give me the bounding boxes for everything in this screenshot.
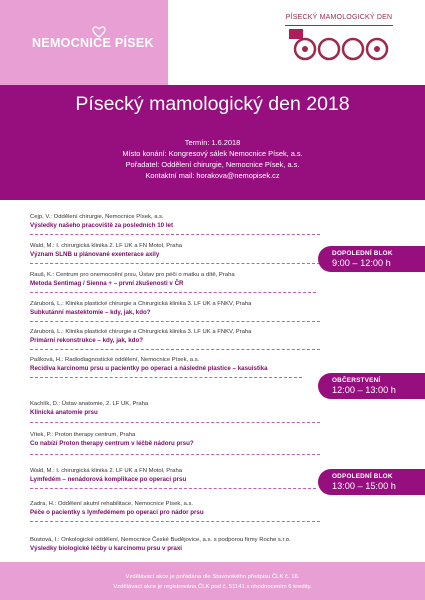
footer-text: [0, 572, 425, 592]
event-info: [0, 137, 425, 181]
block-morning: [318, 246, 425, 272]
program-item-title: Recidiva karcinomu prsu u pacientky po operaci a následné plastice – kasuistika: [30, 365, 268, 372]
program-list: [0, 200, 425, 562]
block-label: OBČERSTVENÍ: [332, 377, 381, 384]
program-item: [30, 536, 320, 553]
separator: [30, 488, 316, 489]
block-time: 9:00 – 12:00 h: [332, 258, 391, 268]
program-item-author: Záruborá, L.: Klinika plastické chirurgie a Chirurgická klinika 3. LF UK a FNKV, Praha: [30, 329, 252, 335]
program-item-author: Cejp, V.: Oddělení chirurgie, Nemocnice Písek, a.s.: [30, 214, 164, 220]
logo-nemocnice-pisek: NEMOCNICE PÍSEK: [32, 36, 154, 50]
block-label: ODPOLEDNÍ BLOK: [332, 473, 393, 480]
event-title: Písecký mamologický den 2018: [75, 93, 350, 115]
program-item: [30, 328, 320, 345]
logo-mamologicky-den-text: PÍSECKÝ MAMOLOGICKÝ DEN: [285, 14, 393, 21]
logo-circles-icon: [287, 29, 392, 63]
block-time: 12:00 – 13:00 h: [332, 385, 396, 395]
program-item-title: Metoda Sentimag / Sienna + – první zkušenosti v ČR: [30, 280, 184, 287]
program-item-author: Zadra, H.: Oddělení akutní rehabilitace, Nemocnice Písek, a.s.: [30, 501, 194, 507]
separator: [30, 321, 320, 322]
separator: [30, 521, 320, 522]
program-item-title: Klinická anatomie prsu: [30, 409, 98, 416]
program-item: [30, 300, 320, 317]
program-item-author: Záruborá, L.: Klinika plastické chirurgie a Chirurgická klinika 3. LF UK a FNKV, Praha: [30, 301, 252, 307]
separator: [30, 292, 316, 293]
program-item-title: Subkutánní mastektomie – kdy, jak, kdo?: [30, 309, 151, 316]
program-item-author: Kachlík, D.: Ústav anatomie, 2. LF UK, Praha: [30, 401, 149, 407]
logo-mark-icon: [92, 26, 106, 38]
separator: [30, 263, 320, 264]
program-item: [30, 500, 320, 517]
program-item-title: Lymfedém – nenádorová komplikace po operaci prsu: [30, 476, 187, 483]
block-afternoon: [318, 469, 425, 495]
event-venue: Místo konání: Kongresový sálek Nemocnice Písek, a.s.: [122, 149, 303, 158]
program-item: [30, 356, 320, 373]
separator: [30, 454, 320, 455]
block-label: DOPOLEDNÍ BLOK: [332, 250, 393, 257]
logo-divider: [285, 25, 393, 26]
separator: [30, 377, 302, 378]
program-item: [30, 242, 320, 259]
program-item: [30, 431, 320, 448]
program-item-author: Wald, M.: I. chirurgická klinika 2. LF UK a FN Motol, Praha: [30, 243, 183, 249]
logo-mamologicky-den: [279, 14, 399, 69]
program-item: [30, 467, 320, 484]
block-refreshment: [318, 373, 425, 399]
footer-line-2: Vzdělávací akce je registrována ČLK pod č. 51141 s ohodnocením 6 kredity.: [113, 584, 312, 590]
program-item-author: Vítek, P.: Proton therapy centrum, Praha: [30, 432, 136, 438]
program-item-title: Význam SLNB u plánované exenterace axily: [30, 251, 160, 258]
program-item-author: Wald, M.: I. chirurgická klinika 2. LF UK a FN Motol, Praha: [30, 468, 183, 474]
program-item-title: Výsledky našeho pracoviště za posledních 10 let: [30, 222, 174, 229]
program-item: [30, 271, 320, 288]
header: [0, 0, 425, 85]
event-banner: [0, 85, 425, 200]
separator: [30, 234, 320, 235]
program-item: [30, 400, 320, 417]
footer: [0, 562, 425, 600]
footer-line-1: Vzdělávací akce je pořádána dle Stavovského předpisu ČLK č. 16.: [125, 574, 300, 580]
block-time: 13:00 – 15:00 h: [332, 481, 396, 491]
program-item-title: Co nabízí Proton therapy centrum v léčbě nádoru prsu?: [30, 440, 194, 447]
program-item-title: Péče o pacientky s lymfedémem po operaci pro nádor prsu: [30, 509, 204, 516]
program-item-author: Rauš, K.: Centrum pro onemocnění prsu, Ústav pro péči o matku a dítě, Praha: [30, 272, 235, 278]
program-item-title: Primární rekonstrukce – kdy, jak, kdo?: [30, 337, 144, 344]
program-item-title: Výsledky biologické léčby u karcinomu prsu v praxi: [30, 545, 182, 552]
event-organizer: Pořadatel: Oddělení chirurgie, Nemocnice Písek, a.s.: [125, 160, 300, 169]
event-contact: Kontaktní mail: horakova@nemopisek.cz: [145, 171, 280, 180]
program-item-author: Pašková, H.: Radiodiagnostické oddělení, Nemocnice Písek, a.s.: [30, 357, 200, 363]
program-item: [30, 213, 320, 230]
program-item-author: Bustová, I.: Onkologické oddělení, Nemocnice České Budějovice, a.s. s podporou firmy Roche s.r.o.: [30, 537, 291, 543]
separator: [30, 349, 320, 350]
event-term: Termín: 1.6.2018: [184, 138, 241, 147]
separator: [30, 422, 320, 423]
